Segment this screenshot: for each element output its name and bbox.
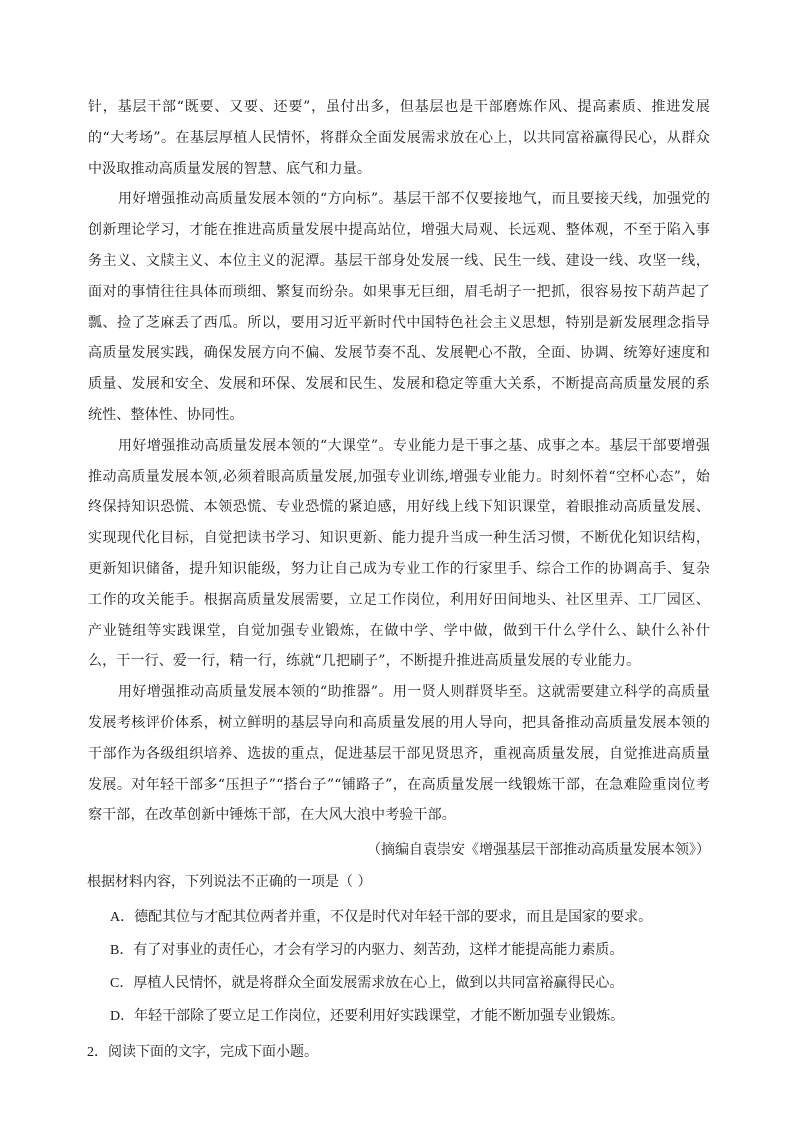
answer-options — [110, 901, 710, 1033]
document-page — [88, 92, 710, 1068]
passage-paragraph-1: 针，基层干部“既要、又要、还要”，虽付出多，但基层也是干部磨炼作风、提高素质、推进发展的“大考场”。在基层厚植人民情怀，将群众全面发展需求放在心上，以共同富裕赢得民心，从群众中汲取推动高质量发展的智慧、底气和力量。 — [88, 99, 710, 177]
next-question-number: 2． — [87, 1045, 108, 1061]
option-a[interactable] — [110, 901, 710, 934]
next-question — [87, 1037, 710, 1068]
passage-paragraph-2: 用好增强推动高质量发展本领的“方向标”。基层干部不仅要接地气，而且要接天线，加强党的创新理论学习，才能在推进高质量发展中提高站位，增强大局观、长远观、整体观，不至于陷入事务主义、文牍主义、本位主义的泥潭。基层干部身处发展一线、民生一线、建设一线、攻坚一线，面对的事情往往具体而琐细、繁复而纷杂。如果事无巨细，眉毛胡子一把抓，很容易按下葫芦起了瓢、捡了芝麻丢了西瓜。所以，要用习近平新时代中国特色社会主义思想，特别是新发展理念指导高质量发展实践，确保发展方向不偏、发展节奏不乱、发展靶心不散，全面、协调、统筹好速度和质量、发展和安全、发展和环保、发展和民生、发展和稳定等重大关系，不断提高高质量发展的系统性、整体性、协同性。 — [88, 191, 710, 423]
passage-paragraph-3: 用好增强推动高质量发展本领的“大课堂”。专业能力是干事之基、成事之本。基层干部要增强推动高质量发展本领,必须着眼高质量发展,加强专业训练,增强专业能力。时刻怀着“空杯心态”，始终保持知识恐慌、本领恐慌、专业恐慌的紧迫感，用好线上线下知识课堂，着眼推动高质量发展、实现现代化目标，自觉把读书学习、知识更新、能力提升当成一种生活习惯，不断优化知识结构，更新知识储备，提升知识能级，努力让自己成为专业工作的行家里手、综合工作的协调高手、复杂工作的攻关能手。根据高质量发展需要，立足工作岗位，利用好田间地头、社区里弄、工厂园区、产业链组等实践课堂，自觉加强专业锻炼，在做中学、学中做，做到干什么学什么、缺什么补什么，干一行、爱一行，精一行，练就“几把刷子”，不断提升推进高质量发展的专业能力。 — [88, 437, 710, 670]
option-c-text: 厚植人民情怀，就是将群众全面发展需求放在心上，做到以共同富裕赢得民心。 — [133, 975, 624, 992]
option-b-text: 有了对事业的责任心，才会有学习的内驱力、刻苦劲，这样才能提高能力素质。 — [133, 942, 624, 959]
option-a-text: 德配其位与才配其位两者并重，不仅是时代对年轻干部的要求，而且是国家的要求。 — [134, 909, 653, 926]
question-stem: 根据材料内容，下列说法不正确的一项是（ ） — [87, 874, 372, 891]
option-d-key: D． — [110, 1009, 135, 1025]
option-d-text: 年轻干部除了要立足工作岗位，还要利用好实践课堂，才能不断加强专业锻炼。 — [134, 1008, 625, 1025]
option-b-key: B． — [110, 943, 134, 959]
option-c[interactable] — [110, 967, 710, 1000]
option-d[interactable] — [110, 1000, 710, 1033]
option-a-key: A． — [110, 910, 135, 926]
option-c-key: C． — [110, 976, 134, 992]
passage-paragraph-4: 用好增强推动高质量发展本领的“助推器”。用一贤人则群贤毕至。这就需要建立科学的高质量发展考核评价体系，树立鲜明的基层导向和高质量发展的用人导向，把具备推动高质量发展本领的干部作为各级组织培养、选拔的重点，促进基层干部见贤思齐，重视高质量发展，自觉推进高质量发展。对年轻干部多“压担子”“搭台子”“铺路子”，在高质量发展一线锻炼干部，在急难险重岗位考察干部，在改革创新中锤炼干部，在大风大浪中考验干部。 — [88, 684, 710, 824]
passage-source: （摘编自袁崇安《增强基层干部推动高质量发展本领》） — [367, 842, 710, 859]
option-b[interactable] — [110, 934, 710, 967]
next-question-text: 阅读下面的文字，完成下面小题。 — [108, 1044, 318, 1061]
